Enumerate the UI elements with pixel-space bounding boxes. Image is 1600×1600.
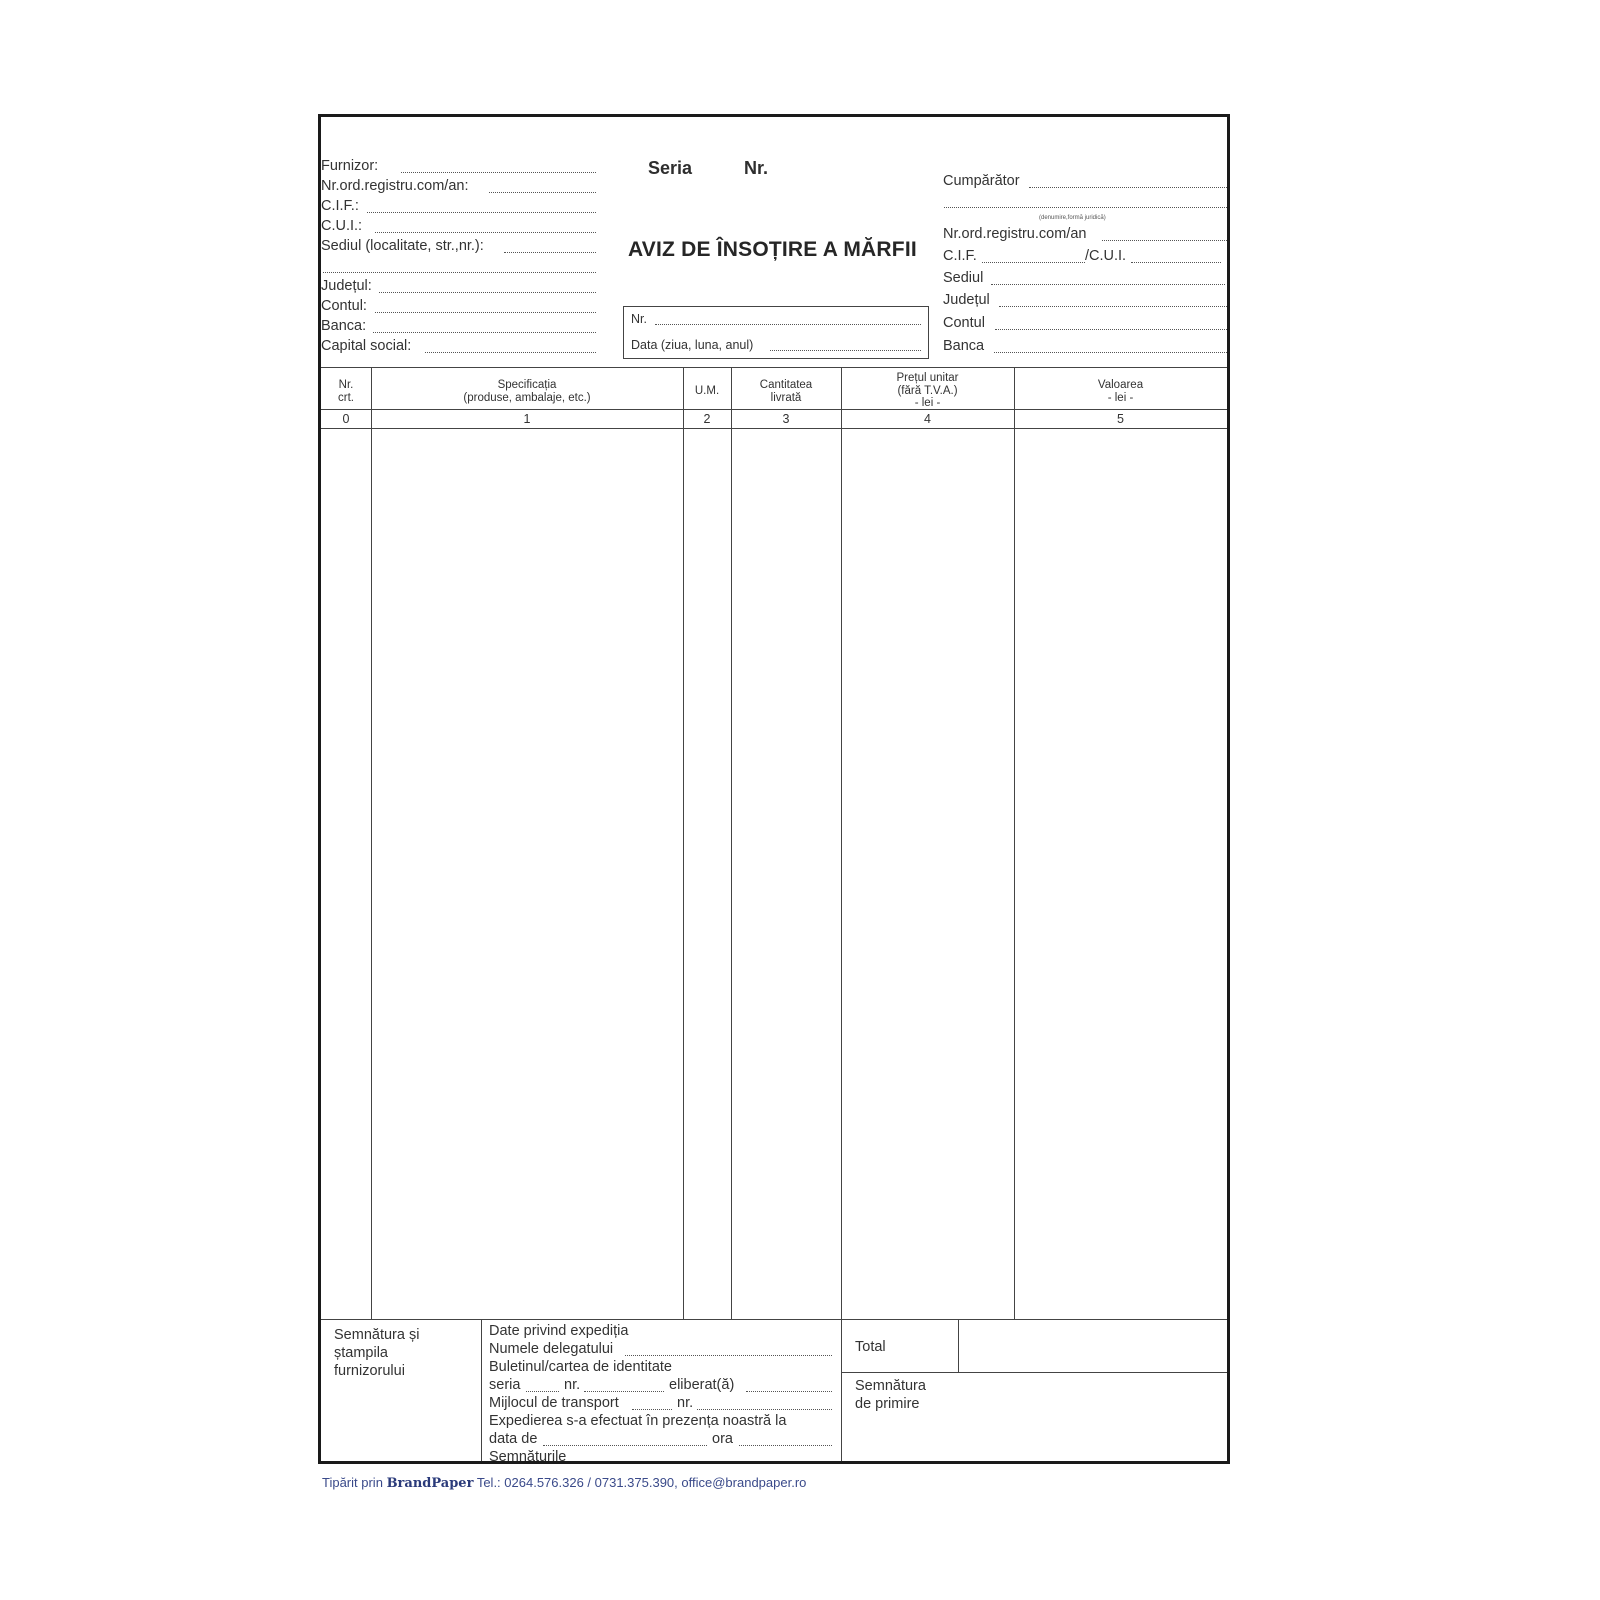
supplier-sediul-label: Sediul (localitate, str.,nr.): <box>321 238 484 254</box>
col-header-nr-crt: Nr. crt. <box>338 379 354 404</box>
col-header-specificatia: Specificația (produse, ambalaje, etc.) <box>463 379 591 404</box>
col-number-5: 5 <box>1117 412 1124 426</box>
supplier-cif-dots[interactable] <box>367 212 596 213</box>
id-nr-dots[interactable] <box>584 1391 664 1392</box>
mijloc-nr-dots[interactable] <box>697 1409 832 1410</box>
data-de-label: data de <box>489 1431 538 1447</box>
supplier-sediul-dots-2[interactable] <box>323 272 596 273</box>
buyer-nr-ord-dots[interactable] <box>1102 240 1227 241</box>
document-number-box <box>623 306 929 359</box>
delegat-dots[interactable] <box>625 1355 832 1356</box>
delegat-label: Numele delegatului <box>489 1341 614 1357</box>
col-header-cantitatea: Cantitatea livrată <box>759 379 813 404</box>
eliberat-dots[interactable] <box>746 1391 832 1392</box>
table-header-bottom-line <box>321 409 1227 410</box>
buyer-cif-dots[interactable] <box>982 262 1085 263</box>
ora-label: ora <box>712 1431 733 1447</box>
eliberat-label: eliberat(ă) <box>669 1377 735 1393</box>
supplier-capital-dots[interactable] <box>425 352 596 353</box>
supplier-signature-label: Semnătura și ștampila furnizorului <box>334 1327 420 1379</box>
box-data-label: Data (ziua, luna, anul) <box>631 338 754 352</box>
mijloc-nr-label: nr. <box>677 1395 694 1411</box>
supplier-cui-dots[interactable] <box>375 232 596 233</box>
buletin-label: Buletinul/cartea de identitate <box>489 1359 672 1375</box>
supplier-judetul-dots[interactable] <box>379 292 596 293</box>
buyer-banca-label: Banca <box>943 338 985 354</box>
mijloc-dots[interactable] <box>632 1409 672 1410</box>
box-data-dots[interactable] <box>770 350 921 351</box>
col-header-um: U.M. <box>694 385 720 397</box>
col-divider-4 <box>841 367 842 1461</box>
col-divider-1 <box>371 367 372 1319</box>
supplier-contul-dots[interactable] <box>375 312 596 313</box>
total-label: Total <box>855 1339 886 1355</box>
invoice-form <box>318 114 1230 1464</box>
buyer-contul-label: Contul <box>943 315 985 331</box>
id-seria-dots[interactable] <box>526 1391 559 1392</box>
buyer-sediul-dots[interactable] <box>991 284 1225 285</box>
data-de-dots[interactable] <box>543 1445 707 1446</box>
supplier-contul-label: Contul: <box>321 298 367 314</box>
col-number-2: 2 <box>703 412 711 426</box>
expedierea-label: Expedierea s-a efectuat în prezența noastră la <box>489 1413 787 1429</box>
ora-dots[interactable] <box>739 1445 832 1446</box>
page-title: AVIZ DE ÎNSOȚIRE A MĂRFII <box>628 238 917 261</box>
buyer-cif-label: C.I.F. <box>943 248 977 264</box>
id-nr-label: nr. <box>564 1377 581 1393</box>
col-divider-2 <box>683 367 684 1319</box>
supplier-cui-label: C.U.I.: <box>321 218 363 234</box>
buyer-cui-label: /C.U.I. <box>1085 248 1127 264</box>
furnizor-label: Furnizor: <box>321 158 379 174</box>
buyer-judetul-dots[interactable] <box>999 306 1227 307</box>
receipt-signature-label: Semnătura de primire <box>855 1378 926 1412</box>
supplier-nr-ord-dots[interactable] <box>489 192 596 193</box>
table-numbers-bottom-line <box>321 428 1227 429</box>
col-number-0: 0 <box>342 412 350 426</box>
cumparator-label: Cumpărător <box>943 173 1020 189</box>
col-divider-5 <box>1014 367 1015 1319</box>
buyer-judetul-label: Județul <box>943 292 990 308</box>
supplier-capital-label: Capital social: <box>321 338 412 354</box>
supplier-banca-label: Banca: <box>321 318 367 334</box>
buyer-cui-dots[interactable] <box>1131 262 1221 263</box>
supplier-sediul-dots[interactable] <box>504 252 596 253</box>
buyer-contul-dots[interactable] <box>995 329 1227 330</box>
printer-footer <box>322 1475 806 1491</box>
table-bottom-line <box>321 1319 1227 1320</box>
denumire-note: (denumire,formă juridică) <box>1039 215 1106 221</box>
supplier-nr-ord-label: Nr.ord.registru.com/an: <box>321 178 469 194</box>
furnizor-dots[interactable] <box>401 172 596 173</box>
printed-by-label: Tipărit prin <box>322 1475 383 1490</box>
cumparator-dots-2[interactable] <box>944 207 1227 208</box>
col-number-4: 4 <box>924 412 931 426</box>
col-header-valoarea: Valoarea - lei - <box>1097 379 1144 404</box>
total-bottom-line <box>841 1372 1227 1373</box>
seria-label: Seria <box>648 158 693 178</box>
buyer-banca-dots[interactable] <box>994 352 1227 353</box>
nr-label: Nr. <box>744 158 769 178</box>
col-number-3: 3 <box>782 412 790 426</box>
mijloc-label: Mijlocul de transport <box>489 1395 619 1411</box>
col-number-1: 1 <box>523 412 531 426</box>
buyer-sediul-label: Sediul <box>943 270 984 286</box>
col-header-pretul: Prețul unitar (fără T.V.A.) - lei - <box>896 372 959 409</box>
cumparator-dots[interactable] <box>1029 187 1227 188</box>
supplier-judetul-label: Județul: <box>321 278 372 294</box>
box-nr-dots[interactable] <box>655 324 921 325</box>
expeditie-title: Date privind expediția <box>489 1323 629 1339</box>
id-seria-label: seria <box>489 1377 521 1393</box>
bottom-divider-1 <box>481 1319 482 1461</box>
box-nr-label: Nr. <box>631 312 647 326</box>
bottom-divider-total <box>958 1319 959 1372</box>
col-divider-3 <box>731 367 732 1319</box>
buyer-nr-ord-label: Nr.ord.registru.com/an <box>943 226 1087 242</box>
brand-name: BrandPaper <box>386 1476 474 1491</box>
supplier-cif-label: C.I.F.: <box>321 198 359 214</box>
supplier-banca-dots[interactable] <box>373 332 596 333</box>
table-top-line <box>321 367 1227 368</box>
semnaturile-label: Semnăturile <box>489 1449 567 1465</box>
contact-info: Tel.: 0264.576.326 / 0731.375.390, office@brandpaper.ro <box>476 1475 807 1490</box>
